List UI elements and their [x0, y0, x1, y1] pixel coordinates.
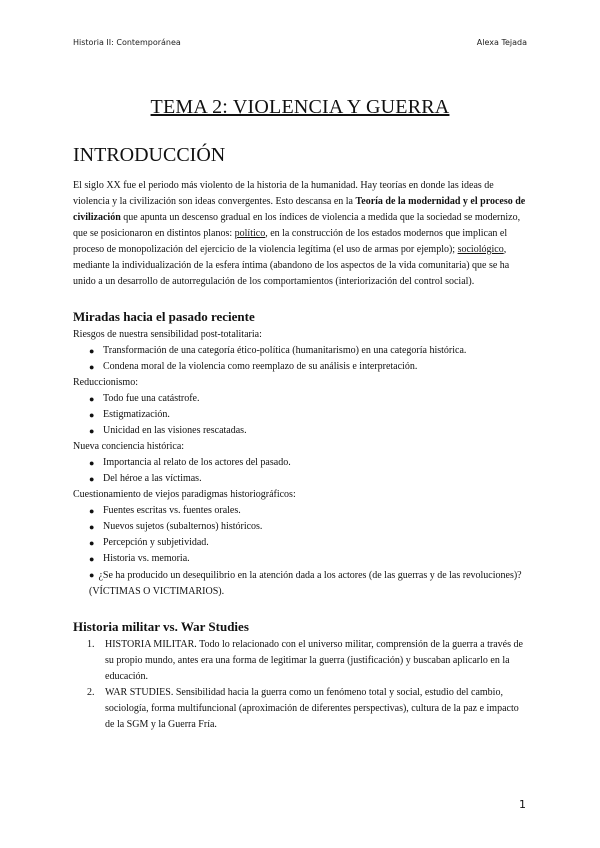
- list-item: ● Importancia al relato de los actores del pasado.: [89, 455, 529, 471]
- bullet-list: [73, 503, 529, 567]
- category-label: Nueva conciencia histórica:: [73, 441, 185, 452]
- item-number: 2.: [87, 687, 95, 698]
- militar-heading: Historia militar vs. War Studies: [73, 619, 249, 634]
- bullet-list: [73, 343, 529, 375]
- list-item: ● Condena moral de la violencia como reemplazo de su análisis e interpretación.: [89, 359, 529, 375]
- list-item: ● Todo fue una catástrofe.: [89, 391, 529, 407]
- intro-text-1: El siglo XX fue el periodo más violento de la historia de la humanidad. Hay teorías en donde las ideas de violencia y la civilización son ideas convergentes. Esto descansa en la: [73, 180, 494, 207]
- numbered-list: [73, 637, 529, 733]
- list-item: [87, 685, 529, 733]
- list-item: [87, 637, 529, 685]
- category-label: Cuestionamiento de viejos paradigmas historiográficos:: [73, 489, 296, 500]
- bullet-list: [73, 391, 529, 439]
- list-item: ● Transformación de una categoría ético-política (humanitarismo) en una categoría histórica.: [89, 343, 529, 359]
- intro-text-3: , en la construcción de los estados modernos que implican el proceso de monopolización del ejercicio de la violencia legítima (el uso de armas por ejemplo);: [73, 228, 508, 255]
- question-item: [73, 567, 529, 600]
- intro-text-2: que apunta un descenso gradual en los índices de violencia a medida que la sociedad se modernizo, que se posicionaron en distintos planos:: [73, 212, 521, 239]
- list-item: ● Percepción y subjetividad.: [89, 535, 529, 551]
- page-title: TEMA 2: VIOLENCIA Y GUERRA: [150, 96, 450, 118]
- list-item: ● Nuevos sujetos (subalternos) históricos.: [89, 519, 529, 535]
- list-item: ● Del héroe a las víctimas.: [89, 471, 529, 487]
- intro-heading: INTRODUCCIÓN: [73, 144, 226, 166]
- header-author: Alexa Tejada: [476, 38, 527, 47]
- category-label: Riesgos de nuestra sensibilidad post-totalitaria:: [73, 329, 262, 340]
- item-number: 1.: [87, 639, 95, 650]
- document-body: [73, 142, 529, 733]
- page-number: 1: [519, 798, 526, 811]
- intro-underline-sociologico: sociológico: [457, 244, 504, 255]
- category-label: Reduccionismo:: [73, 377, 138, 388]
- question-text: ¿Se ha producido un desequilibrio en la atención dada a los actores (de las guerras y de las revoluciones)? (VÍCTIMAS O VICTIMARIOS).: [89, 570, 522, 597]
- header-course: Historia II: Contemporánea: [73, 38, 181, 47]
- intro-underline-politico: político: [234, 228, 266, 239]
- intro-paragraph: [73, 178, 529, 290]
- list-item: ● Estigmatización.: [89, 407, 529, 423]
- list-item: ● Fuentes escritas vs. fuentes orales.: [89, 503, 529, 519]
- item-text: HISTORIA MILITAR. Todo lo relacionado con el universo militar, comprensión de la guerra a través de su propio mundo, antes era una forma de legitimar la guerra (justificación) y buscaban aplicarlo en la educación.: [105, 639, 523, 682]
- list-item: ● Historia vs. memoria.: [89, 551, 529, 567]
- intro-bold-term: Teoría de la modernidad y el proceso de civilización: [73, 196, 526, 223]
- bullet-icon: ●: [89, 570, 95, 580]
- miradas-heading: Miradas hacia el pasado reciente: [73, 309, 255, 324]
- item-text: WAR STUDIES. Sensibilidad hacia la guerra como un fenómeno total y social, estudio del cambio, sociología, forma multifuncional (aproximación de diferentes perspectivas), cultura de la paz e impacto de la SGM y la Guerra Fría.: [105, 687, 519, 730]
- bullet-list: [73, 455, 529, 487]
- intro-text-4: , mediante la individualización de la esfera íntima (abandono de los aspectos de la vida comunitaria) que se ha unido a un desarrollo de autorregulación de los comportamientos (interiorización del control social).: [73, 244, 510, 287]
- list-item: ● Unicidad en las visiones rescatadas.: [89, 423, 529, 439]
